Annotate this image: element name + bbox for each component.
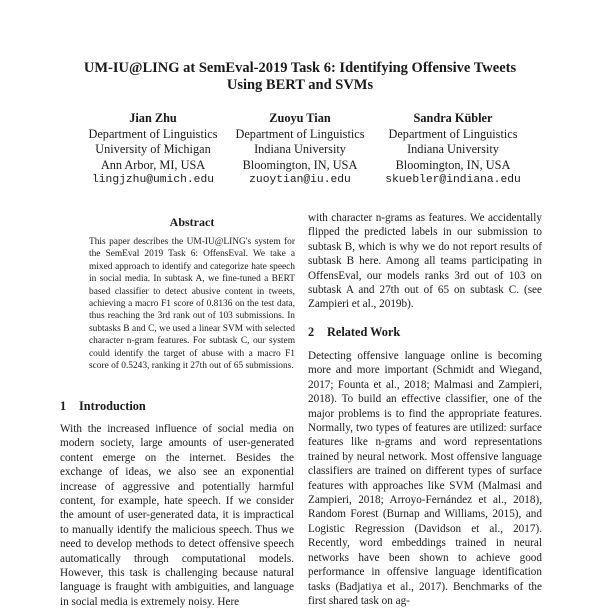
introduction-text: With the increased influence of social media on modern society, large amounts of user-generated content emerge on the internet. Besides the exchange of ideas, we also see an exponential increase of aggressive and potentially harmful content, for example, hate speech. If we consider the amount of user-generated data, it is impractical to manually identify the malicious speech. Thus we need to develop methods to detect offensive speech automatically through computational models. However, this task is challenging because natural language is fraught with ambiguities, and language in social media is extremely noisy. Here bbox=[60, 423, 294, 608]
author-block-3 bbox=[368, 111, 538, 189]
author-email: lingjzhu@umich.edu bbox=[91, 174, 215, 186]
author-location: Bloomington, IN, USA bbox=[395, 157, 511, 172]
section-title: Related Work bbox=[327, 325, 401, 339]
author-location: Bloomington, IN, USA bbox=[242, 157, 358, 172]
abstract-text: This paper describes the UM-IU@LING's system for the SemEval 2019 Task 6: OffensEval. We take a mixed approach to identify and categorize hate speech in social media. In subtask A, we fine-tuned a BERT based classifier to detect abusive content in tweets, achieving a macro F1 score of 0.8136 on the test data, thus reaching the 3rd rank out of 103 submissions. In subtasks B and C, we used a linear SVM with selected character n-gram features. For subtask C, our system could identify the target of abuse with a macro F1 score of 0.5243, ranking it 27th out of 65 submissions. bbox=[89, 237, 295, 372]
section-number: 2 bbox=[308, 325, 315, 339]
author-email: zuoytian@iu.edu bbox=[249, 174, 351, 186]
section-title: Introduction bbox=[79, 399, 146, 413]
section-number: 1 bbox=[60, 399, 67, 413]
author-department: Department of Linguistics bbox=[388, 126, 518, 141]
author-block-2 bbox=[215, 111, 385, 189]
abstract-heading: Abstract bbox=[169, 215, 215, 229]
right-column-intro-continuation: with character n-grams as features. We accidentally flipped the predicted labels in our submission to subtask B, which is why we do not report results of subtask B here. Among all teams participating in OffensEval, our models ranks 3rd out of 103 on subtask A and 27th out of 65 on subtask C. (see Zampieri et al., 2019b). bbox=[308, 212, 542, 311]
author-name: Jian Zhu bbox=[129, 111, 177, 125]
title-line-2: Using BERT and SVMs bbox=[226, 77, 374, 93]
title-line-1: UM-IU@LING at SemEval-2019 Task 6: Identifying Offensive Tweets bbox=[83, 60, 517, 76]
related-work-text: Detecting offensive language online is becoming more and more important (Schmidt and Wiegand, 2017; Founta et al., 2018; Malmasi and Zampieri, 2018). To build an effective classifier, one of the major problems is to find the appropriate features. Normally, two types of features are utilized: surface features like n-grams and word representations trained by neural network. Most offensive language classifiers are trained on different types of surface features with approaches like SVM (Malmasi and Zampieri, 2018; Arroyo-Fernández et al., 2018), Random Forest (Burnap and Williams, 2015), and Logistic Regression (Davidson et al., 2017). Recently, word embeddings trained in neural networks have been shown to achieve good performance in offensive language identification tasks (Badjatiya et al., 2017). Benchmarks of the first shared task on ag- bbox=[308, 350, 542, 607]
author-organization: University of Michigan bbox=[95, 142, 211, 156]
section-heading-related-work bbox=[308, 325, 400, 340]
author-email: skuebler@indiana.edu bbox=[385, 174, 521, 186]
section-heading-introduction bbox=[60, 399, 146, 414]
author-block-1 bbox=[68, 111, 238, 189]
author-organization: Indiana University bbox=[254, 142, 346, 156]
author-organization: Indiana University bbox=[407, 142, 499, 156]
author-department: Department of Linguistics bbox=[88, 126, 218, 141]
paper-title bbox=[60, 60, 540, 94]
author-name: Sandra Kübler bbox=[413, 111, 493, 125]
author-location: Ann Arbor, MI, USA bbox=[100, 157, 206, 172]
author-name: Zuoyu Tian bbox=[269, 111, 331, 125]
author-department: Department of Linguistics bbox=[235, 126, 365, 141]
